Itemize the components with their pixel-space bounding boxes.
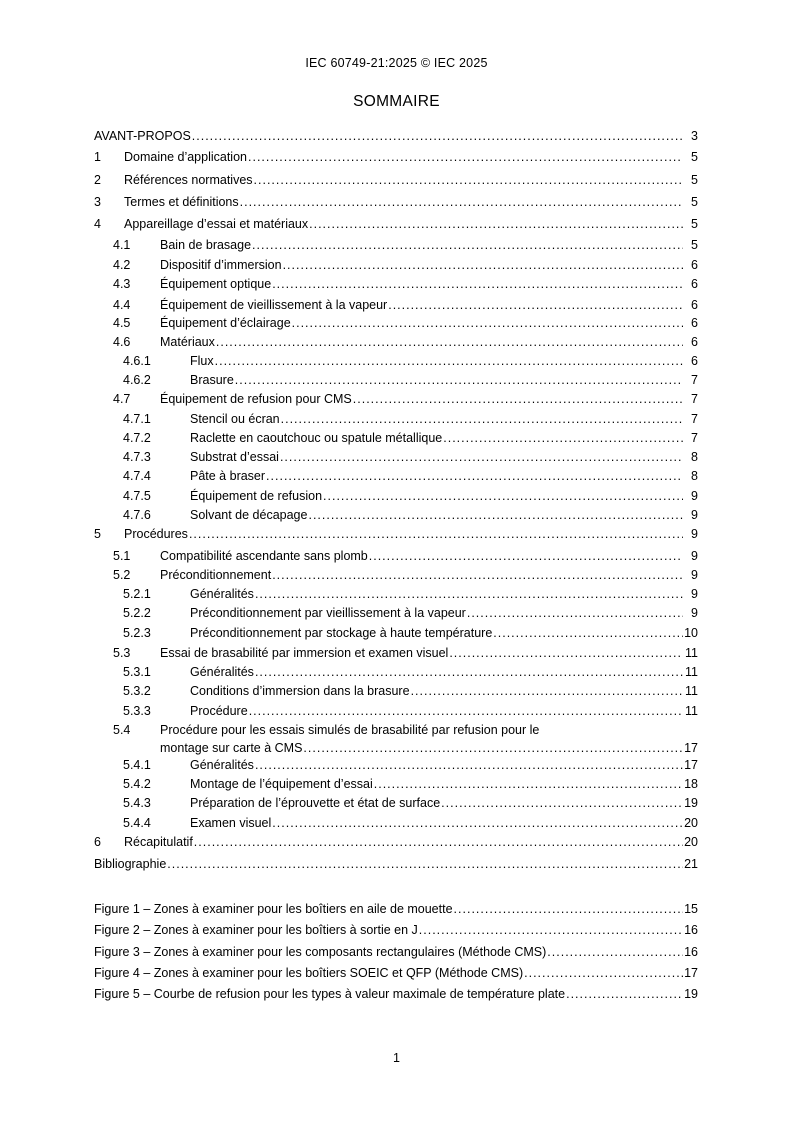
toc-entry[interactable] — [94, 683, 698, 699]
section-number: 4.7 — [113, 392, 131, 406]
page-number: 1 — [393, 1051, 400, 1065]
page-ref: 9 — [691, 606, 698, 620]
page-ref: 7 — [691, 431, 698, 445]
page-ref: 9 — [691, 568, 698, 582]
page-ref: 16 — [684, 945, 698, 959]
section-number: 4.5 — [113, 316, 131, 330]
section-number: 5.4 — [113, 723, 131, 737]
page-ref: 8 — [691, 450, 698, 464]
section-number: 4.7.1 — [123, 412, 151, 426]
section-number: 5.2.3 — [123, 626, 151, 640]
section-title: Figure 3 – Zones à examiner pour les composants rectangulaires (Méthode CMS) — [94, 945, 547, 959]
figure-entry[interactable] — [94, 901, 698, 917]
page-ref: 5 — [691, 195, 698, 209]
section-title: Préparation de l’éprouvette et état de surface — [190, 796, 441, 810]
section-number: 5.3.3 — [123, 704, 151, 718]
dot-leader — [281, 411, 683, 427]
dot-leader — [280, 449, 683, 465]
dot-leader — [454, 901, 683, 917]
page-ref: 17 — [684, 758, 698, 772]
page-ref: 11 — [685, 684, 698, 698]
toc-entry[interactable] — [94, 757, 698, 773]
toc-entry[interactable] — [94, 172, 698, 188]
section-number: 5.2.2 — [123, 606, 151, 620]
toc-entry[interactable] — [94, 334, 698, 350]
section-title: Termes et définitions — [124, 195, 239, 209]
dot-leader — [308, 507, 683, 523]
toc-entry[interactable] — [94, 488, 698, 504]
dot-leader — [388, 297, 683, 313]
toc-entry[interactable] — [94, 795, 698, 811]
page-ref: 9 — [691, 527, 698, 541]
toc-entry[interactable] — [94, 276, 698, 292]
dot-leader — [524, 965, 683, 981]
section-number: 5.4.2 — [123, 777, 151, 791]
section-title: Figure 5 – Courbe de refusion pour les types à valeur maximale de température plate — [94, 987, 566, 1001]
toc-entry[interactable] — [94, 815, 698, 831]
section-title: Brasure — [190, 373, 234, 387]
page-ref: 5 — [691, 238, 698, 252]
section-title: Préconditionnement par vieillissement à la vapeur — [190, 606, 466, 620]
section-title: Domaine d’application — [124, 150, 247, 164]
toc-entry[interactable] — [94, 526, 698, 542]
section-number: 4.3 — [113, 277, 131, 291]
page-ref: 7 — [691, 373, 698, 387]
page-ref: 16 — [684, 923, 698, 937]
toc-entry[interactable] — [94, 664, 698, 680]
section-title: Solvant de décapage — [190, 508, 308, 522]
dot-leader — [283, 257, 683, 273]
section-title: Généralités — [190, 587, 254, 601]
section-title: Substrat d’essai — [190, 450, 279, 464]
section-number: 4.7.5 — [123, 489, 151, 503]
section-number: 5.3 — [113, 646, 131, 660]
page-ref: 9 — [691, 587, 698, 601]
toc-entry[interactable] — [94, 703, 698, 719]
toc-entry[interactable] — [94, 391, 698, 407]
dot-leader — [566, 986, 683, 1002]
toc-entry[interactable] — [94, 567, 698, 583]
section-title: Préconditionnement par stockage à haute température — [190, 626, 493, 640]
figure-entry[interactable] — [94, 986, 698, 1002]
section-title: Matériaux — [160, 335, 215, 349]
toc-entry[interactable] — [94, 625, 698, 641]
section-title-line1: Procédure pour les essais simulés de brasabilité par refusion pour le — [160, 723, 540, 737]
toc-entry[interactable] — [94, 372, 698, 388]
dot-leader — [167, 856, 683, 872]
dot-leader — [272, 815, 683, 831]
section-title: Références normatives — [124, 173, 253, 187]
toc-entry[interactable] — [94, 548, 698, 564]
section-number: 4.7.6 — [123, 508, 151, 522]
section-title: Montage de l’équipement d’essai — [190, 777, 373, 791]
section-title: Équipement de refusion pour CMS — [160, 392, 352, 406]
dot-leader — [215, 353, 683, 369]
section-title: Raclette en caoutchouc ou spatule métallique — [190, 431, 443, 445]
toc-entry[interactable] — [94, 468, 698, 484]
dot-leader — [189, 526, 683, 542]
page-ref: 11 — [685, 704, 698, 718]
section-title: Généralités — [190, 665, 254, 679]
toc-entry[interactable] — [94, 645, 698, 661]
section-title: Généralités — [190, 758, 254, 772]
section-number: 5.4.3 — [123, 796, 151, 810]
toc-entry[interactable] — [94, 722, 698, 756]
section-title: AVANT-PROPOS — [94, 129, 191, 143]
toc-entry[interactable] — [94, 430, 698, 446]
section-number: 4.6.2 — [123, 373, 151, 387]
dot-leader — [255, 586, 683, 602]
section-title: Bain de brasage — [160, 238, 252, 252]
section-number: 5 — [94, 527, 101, 541]
page-ref: 11 — [685, 665, 698, 679]
toc-entry[interactable] — [94, 411, 698, 427]
dot-leader — [303, 740, 683, 756]
section-title: montage sur carte à CMS — [160, 741, 303, 755]
section-title: Dispositif d’immersion — [160, 258, 282, 272]
section-number: 4.4 — [113, 298, 131, 312]
dot-leader — [411, 683, 683, 699]
page-ref: 5 — [691, 217, 698, 231]
page-ref: 6 — [691, 316, 698, 330]
toc-entry[interactable] — [94, 149, 698, 165]
dot-leader — [235, 372, 683, 388]
dot-leader — [272, 276, 683, 292]
toc-entry[interactable] — [94, 586, 698, 602]
section-number: 4 — [94, 217, 101, 231]
section-number: 5.2 — [113, 568, 131, 582]
section-number: 1 — [94, 150, 101, 164]
section-title: Récapitulatif — [124, 835, 193, 849]
page-ref: 8 — [691, 469, 698, 483]
page-ref: 5 — [691, 173, 698, 187]
section-title: Figure 2 – Zones à examiner pour les boîtiers à sortie en J — [94, 923, 418, 937]
section-title: Stencil ou écran — [190, 412, 280, 426]
page-ref: 6 — [691, 354, 698, 368]
toc-entry[interactable] — [94, 856, 698, 872]
dot-leader — [216, 334, 683, 350]
page-ref: 6 — [691, 298, 698, 312]
dot-leader — [266, 468, 683, 484]
figure-entry[interactable] — [94, 965, 698, 981]
page-ref: 9 — [691, 508, 698, 522]
dot-leader — [374, 776, 683, 792]
page-ref: 6 — [691, 258, 698, 272]
dot-leader — [441, 795, 683, 811]
page-ref: 19 — [684, 796, 698, 810]
section-number: 5.2.1 — [123, 587, 151, 601]
section-title: Procédure — [190, 704, 248, 718]
page-ref: 17 — [684, 966, 698, 980]
page-ref: 9 — [691, 549, 698, 563]
section-title: Flux — [190, 354, 214, 368]
section-title: Pâte à braser — [190, 469, 266, 483]
section-number: 4.6.1 — [123, 354, 151, 368]
page-ref: 9 — [691, 489, 698, 503]
page-ref: 7 — [691, 392, 698, 406]
dot-leader — [192, 128, 683, 144]
page-ref: 20 — [684, 816, 698, 830]
toc-entry[interactable] — [94, 834, 698, 850]
section-number: 5.1 — [113, 549, 131, 563]
page-ref: 3 — [691, 129, 698, 143]
section-title: Essai de brasabilité par immersion et examen visuel — [160, 646, 449, 660]
dot-leader — [369, 548, 683, 564]
page-ref: 18 — [684, 777, 698, 791]
section-title: Figure 4 – Zones à examiner pour les boîtiers SOEIC et QFP (Méthode CMS) — [94, 966, 524, 980]
section-number: 5.4.4 — [123, 816, 151, 830]
section-number: 5.4.1 — [123, 758, 151, 772]
dot-leader — [547, 944, 683, 960]
section-title: Équipement de refusion — [190, 489, 323, 503]
page-ref: 5 — [691, 150, 698, 164]
section-number: 4.6 — [113, 335, 131, 349]
page-ref: 10 — [684, 626, 698, 640]
page-title: SOMMAIRE — [353, 93, 440, 110]
section-title: Procédures — [124, 527, 188, 541]
section-title: Compatibilité ascendante sans plomb — [160, 549, 368, 563]
section-title: Figure 1 – Zones à examiner pour les boîtiers en aile de mouette — [94, 902, 453, 916]
section-number: 5.3.1 — [123, 665, 151, 679]
section-number: 4.7.3 — [123, 450, 151, 464]
toc-entry[interactable] — [94, 297, 698, 313]
dot-leader — [309, 216, 683, 232]
figure-entry[interactable] — [94, 944, 698, 960]
section-title: Équipement de vieillissement à la vapeur — [160, 298, 388, 312]
toc-entry[interactable] — [94, 315, 698, 331]
section-title: Appareillage d’essai et matériaux — [124, 217, 309, 231]
section-title: Équipement optique — [160, 277, 272, 291]
page-ref: 7 — [691, 412, 698, 426]
section-number: 3 — [94, 195, 101, 209]
section-title: Bibliographie — [94, 857, 167, 871]
toc-entry[interactable] — [94, 128, 698, 144]
dot-leader — [272, 567, 683, 583]
toc-entry[interactable] — [94, 507, 698, 523]
dot-leader — [353, 391, 683, 407]
section-number: 4.1 — [113, 238, 131, 252]
dot-leader — [254, 172, 683, 188]
dot-leader — [292, 315, 683, 331]
page-ref: 11 — [685, 646, 698, 660]
section-title: Équipement d’éclairage — [160, 316, 291, 330]
toc-entry[interactable] — [94, 237, 698, 253]
figure-entry[interactable] — [94, 922, 698, 938]
toc-entry[interactable] — [94, 353, 698, 369]
section-number: 4.7.4 — [123, 469, 151, 483]
page-ref: 6 — [691, 335, 698, 349]
section-number: 4.7.2 — [123, 431, 151, 445]
toc-entry[interactable] — [94, 194, 698, 210]
section-number: 6 — [94, 835, 101, 849]
toc-entry[interactable] — [94, 257, 698, 273]
page-ref: 6 — [691, 277, 698, 291]
dot-leader — [194, 834, 683, 850]
page-ref: 21 — [684, 857, 698, 871]
dot-leader — [240, 194, 683, 210]
page-ref: 15 — [684, 902, 698, 916]
section-number: 4.2 — [113, 258, 131, 272]
dot-leader — [419, 922, 683, 938]
dot-leader — [248, 149, 683, 165]
document-header: IEC 60749-21:2025 © IEC 2025 — [305, 56, 488, 70]
section-number: 2 — [94, 173, 101, 187]
section-title: Conditions d’immersion dans la brasure — [190, 684, 410, 698]
dot-leader — [493, 625, 683, 641]
dot-leader — [467, 605, 683, 621]
dot-leader — [252, 237, 683, 253]
toc-entry[interactable] — [94, 776, 698, 792]
dot-leader — [255, 757, 683, 773]
toc-entry[interactable] — [94, 216, 698, 232]
section-title: Examen visuel — [190, 816, 272, 830]
toc-entry[interactable] — [94, 605, 698, 621]
section-number: 5.3.2 — [123, 684, 151, 698]
page-ref: 17 — [684, 741, 698, 755]
dot-leader — [255, 664, 683, 680]
toc-entry[interactable] — [94, 449, 698, 465]
page-ref: 19 — [684, 987, 698, 1001]
dot-leader — [249, 703, 683, 719]
page-ref: 20 — [684, 835, 698, 849]
dot-leader — [443, 430, 683, 446]
dot-leader — [323, 488, 683, 504]
dot-leader — [449, 645, 683, 661]
section-title: Préconditionnement — [160, 568, 272, 582]
